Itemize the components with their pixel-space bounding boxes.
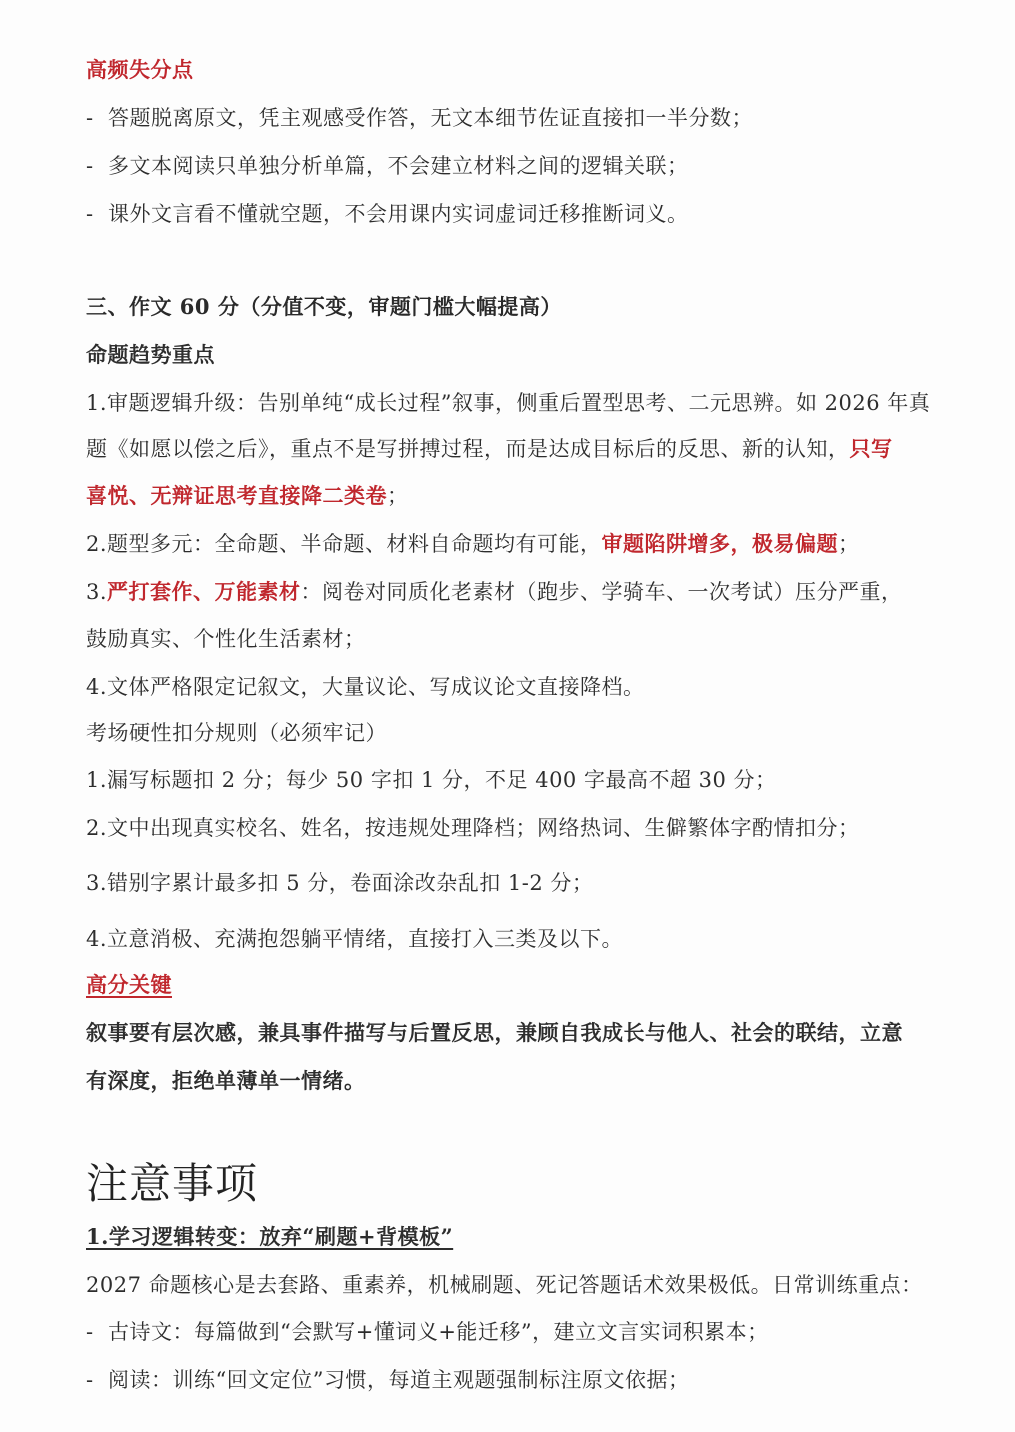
trend-heading: 命题趋势重点 [86, 342, 215, 367]
dash-bullet: - [86, 202, 94, 226]
paragraph-line: 喜悦、无辩证思考直接降二类卷； [86, 483, 409, 508]
dash-bullet: - [86, 1368, 94, 1392]
rule-item: 1.漏写标题扣 2 分；每少 50 字扣 1 分，不足 400 字最高不超 30 分； [86, 768, 777, 792]
rule-item: 3.错别字累计最多扣 5 分，卷面涂改杂乱扣 1-2 分； [86, 871, 594, 895]
dash-bullet: - [86, 154, 94, 178]
list-item: - 古诗文：每篇做到“会默写+懂词义+能迁移”，建立文言实词积累本； [86, 1320, 769, 1344]
paragraph-line: 3.严打套作、万能素材：阅卷对同质化老素材（跑步、学骑车、一次考试）压分严重， [86, 579, 903, 604]
list-item: - 课外文言看不懂就空题，不会用课内实词虚词迁移推断词义。 [86, 202, 689, 226]
key-paragraph-line: 叙事要有层次感，兼具事件描写与后置反思，兼顾自我成长与他人、社会的联结，立意 [86, 1020, 903, 1045]
paragraph-line: 题《如愿以偿之后》，重点不是写拼搏过程，而是达成目标后的反思、新的认知，只写 [86, 436, 893, 461]
paragraph-line: 鼓励真实、个性化生活素材； [86, 627, 366, 651]
notes-title: 注意事项 [86, 1159, 259, 1208]
key-heading: 高分关键 [86, 972, 172, 997]
list-item: - 多文本阅读只单独分析单篇，不会建立材料之间的逻辑关联； [86, 154, 689, 178]
rules-heading: 考场硬性扣分规则（必须牢记） [86, 721, 387, 745]
rule-item: 2.文中出现真实校名、姓名，按违规处理降档；网络热词、生僻繁体字酌情扣分； [86, 816, 860, 840]
dash-bullet: - [86, 1320, 94, 1344]
notes-intro: 2027 命题核心是去套路、重素养，机械刷题、死记答题话术效果极低。日常训练重点： [86, 1273, 923, 1297]
paragraph-line: 1.审题逻辑升级：告别单纯“成长过程”叙事，侧重后置型思考、二元思辨。如 2026 年真 [86, 391, 931, 415]
list-item: - 阅读：训练“回文定位”习惯，每道主观题强制标注原文依据； [86, 1368, 690, 1392]
paragraph-line: 4.文体严格限定记叙文，大量议论、写成议论文直接降档。 [86, 675, 645, 699]
key-paragraph-line: 有深度，拒绝单薄单一情绪。 [86, 1068, 366, 1093]
notes-sub-heading: 1.学习逻辑转变：放弃“刷题+背模板” [86, 1224, 454, 1249]
essay-section-title: 三、作文 60 分（分值不变，审题门槛大幅提高） [86, 294, 562, 319]
paragraph-line: 2.题型多元：全命题、半命题、材料自命题均有可能，审题陷阱增多，极易偏题； [86, 531, 860, 556]
lose-points-heading: 高频失分点 [86, 57, 194, 82]
dash-bullet: - [86, 106, 94, 130]
list-item: - 答题脱离原文，凭主观感受作答，无文本细节佐证直接扣一半分数； [86, 106, 753, 130]
rule-item: 4.立意消极、充满抱怨躺平情绪，直接打入三类及以下。 [86, 927, 624, 951]
